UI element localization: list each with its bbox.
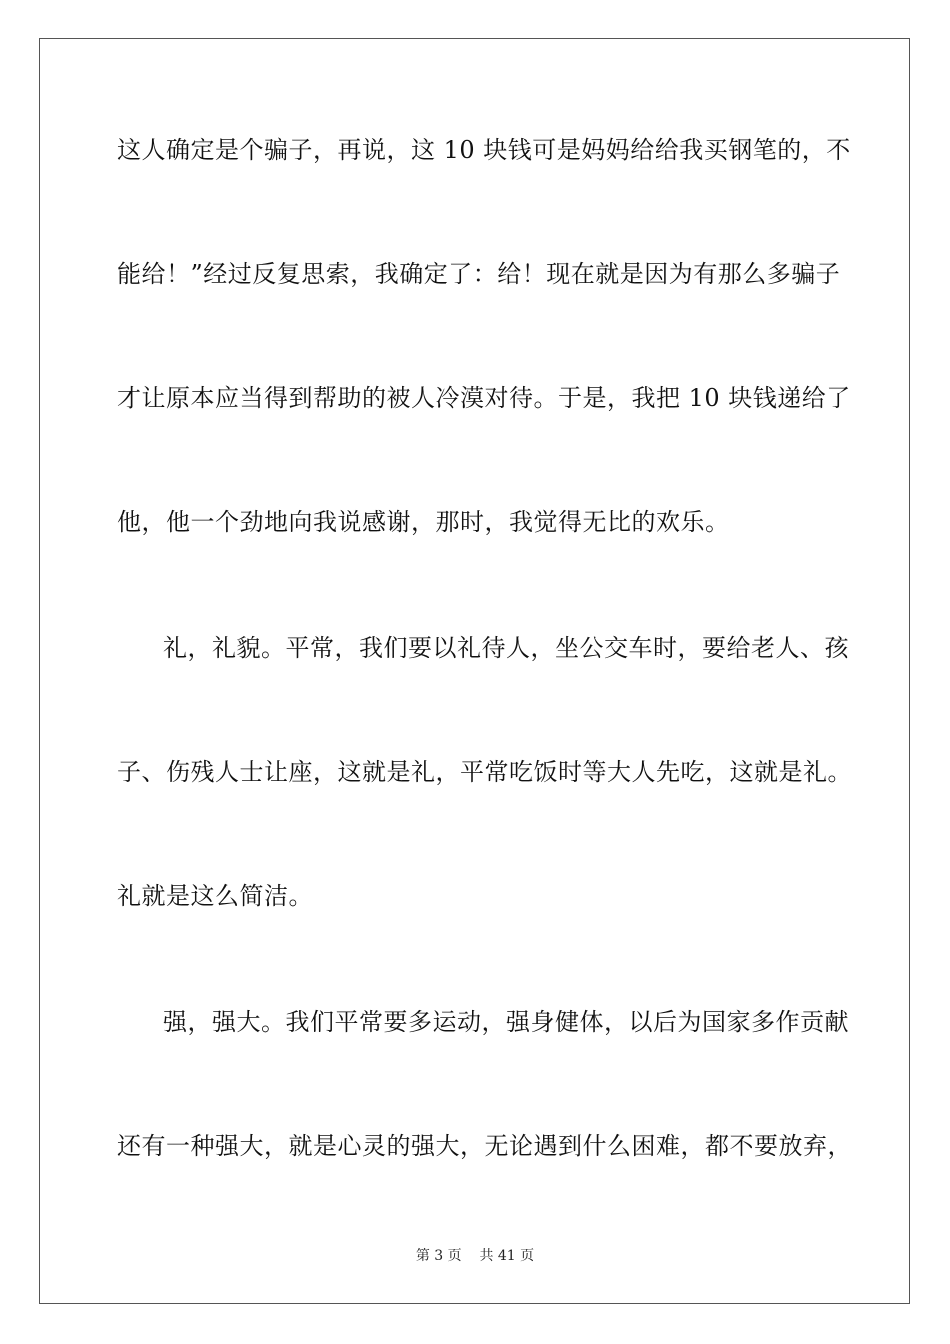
text-line-4: 他，他一个劲地向我说感谢，那时，我觉得无比的欢乐。: [117, 508, 730, 536]
text-line-2: 能给！”经过反复思索，我确定了：给！现在就是因为有那么多骗子: [117, 260, 841, 288]
text-line-6: 子、伤残人士让座，这就是礼，平常吃饭时等大人先吃，这就是礼。: [117, 758, 852, 786]
page-frame: [39, 38, 910, 1304]
total-pages: 共 41 页: [479, 1248, 535, 1264]
text-line-3: 才让原本应当得到帮助的被人冷漠对待。于是，我把 10 块钱递给了: [117, 384, 851, 412]
text-line-7: 礼就是这么简洁。: [117, 882, 313, 910]
text-line-5: 礼，礼貌。平常，我们要以礼待人，坐公交车时，要给老人、孩: [163, 634, 849, 662]
text-line-9: 还有一种强大，就是心灵的强大，无论遇到什么困难，都不要放弃，: [117, 1132, 852, 1160]
page-number: 第 3 页: [415, 1248, 462, 1264]
text-line-1: 这人确定是个骗子，再说，这 10 块钱可是妈妈给给我买钢笔的，不: [117, 136, 851, 164]
page-footer: [0, 1246, 950, 1266]
text-line-8: 强，强大。我们平常要多运动，强身健体，以后为国家多作贡献: [163, 1008, 849, 1036]
